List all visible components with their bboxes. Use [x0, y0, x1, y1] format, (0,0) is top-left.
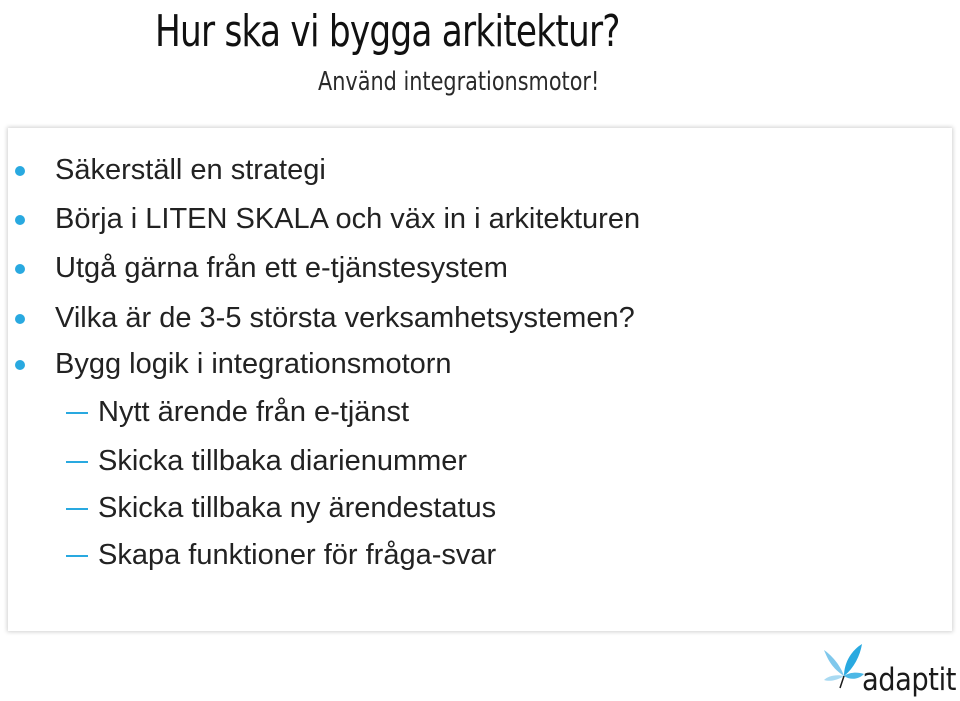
bullet-text: Börja i LITEN SKALA och väx in i arkitekturen — [55, 203, 641, 235]
bullet-dot-icon — [15, 264, 25, 274]
dash-icon — [66, 508, 88, 510]
slide-subtitle: Använd integrationsmotor! — [318, 67, 600, 97]
bullet-dot-icon — [15, 360, 25, 370]
slide-title: Hur ska vi bygga arkitektur? — [155, 6, 620, 57]
sub-bullet-text: Skicka tillbaka diarienummer — [98, 445, 468, 477]
sub-bullet-text: Skapa funktioner för fråga-svar — [98, 539, 497, 571]
sub-bullet-text: Nytt ärende från e-tjänst — [98, 396, 410, 428]
content-box — [8, 128, 952, 631]
bullet-text: Utgå gärna från ett e-tjänstesystem — [55, 252, 508, 284]
sub-bullet-text: Skicka tillbaka ny ärendestatus — [98, 492, 497, 524]
bullet-text: Säkerställ en strategi — [55, 154, 326, 186]
dash-icon — [66, 412, 88, 414]
bullet-dot-icon — [15, 166, 25, 176]
bullet-dot-icon — [15, 215, 25, 225]
bullet-dot-icon — [15, 314, 25, 324]
logo-text: adaptit — [862, 662, 956, 698]
bullet-text: Bygg logik i integrationsmotorn — [55, 348, 452, 380]
dash-icon — [66, 555, 88, 557]
dash-icon — [66, 461, 88, 463]
adaptit-logo — [822, 642, 956, 700]
bullet-text: Vilka är de 3-5 största verksamhetsystemen? — [55, 302, 635, 334]
